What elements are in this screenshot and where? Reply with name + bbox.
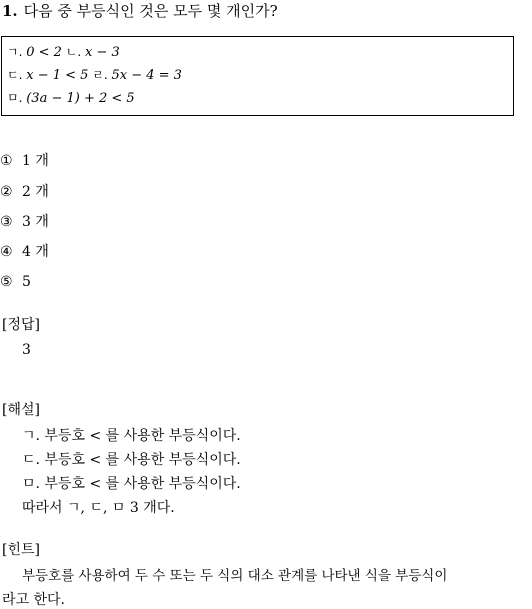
choice-4-mark: ④ [0,244,13,260]
choice-1-mark: ① [0,153,13,169]
item-label-mieum: ㅁ. [7,91,27,105]
choice-4-label: 4 개 [22,244,49,260]
expression-line-1 [7,43,120,62]
choice-1[interactable] [0,152,49,170]
expression-rieul: 5x − 4 = 3 [111,68,182,83]
expression-mieum: (3a − 1) + 2 < 5 [26,91,135,106]
hint-line-2: 라고 한다. [2,592,65,608]
item-label-digeut: ㄷ. [7,68,27,82]
explanation-line-1: ㄱ. 부등호 < 를 사용한 부등식이다. [22,428,241,444]
choice-4[interactable] [0,243,49,261]
explanation-line-2: ㄷ. 부등호 < 를 사용한 부등식이다. [22,452,241,468]
choice-3-label: 3 개 [22,214,49,230]
choice-2-mark: ② [0,184,13,200]
choice-3-mark: ③ [0,214,13,230]
item-label-rieul: ㄹ. [88,68,112,82]
question [2,1,278,21]
choice-2-label: 2 개 [22,184,49,200]
choice-5-mark: ⑤ [0,274,13,290]
choice-1-label: 1 개 [22,153,49,169]
explanation-line-4: 따라서 ㄱ, ㄷ, ㅁ 3 개다. [22,500,175,516]
hint-heading: [힌트] [2,542,40,558]
choice-5[interactable] [0,273,31,291]
question-number: 1. [2,2,18,20]
choice-2[interactable] [0,183,49,201]
explanation-line-3: ㅁ. 부등호 < 를 사용한 부등식이다. [22,476,241,492]
choice-3[interactable] [0,213,49,231]
explanation-heading: [해설] [2,402,40,418]
item-label-nieun: ㄴ. [61,45,85,59]
expression-box [1,36,514,116]
question-text: 다음 중 부등식인 것은 모두 몇 개인가? [23,2,278,20]
item-label-giyeok: ㄱ. [7,45,27,59]
answer-value: 3 [22,342,31,358]
answer-heading: [정답] [2,317,40,333]
expression-nieun: x − 3 [84,45,120,60]
expression-line-3 [7,89,135,108]
expression-line-2 [7,66,182,85]
expression-giyeok: 0 < 2 [26,45,62,60]
choice-5-label: 5 [22,274,31,290]
hint-line-1: 부등호를 사용하여 두 수 또는 두 식의 대소 관계를 나타낸 식을 부등식이 [22,568,448,584]
expression-digeut: x − 1 < 5 [26,68,89,83]
